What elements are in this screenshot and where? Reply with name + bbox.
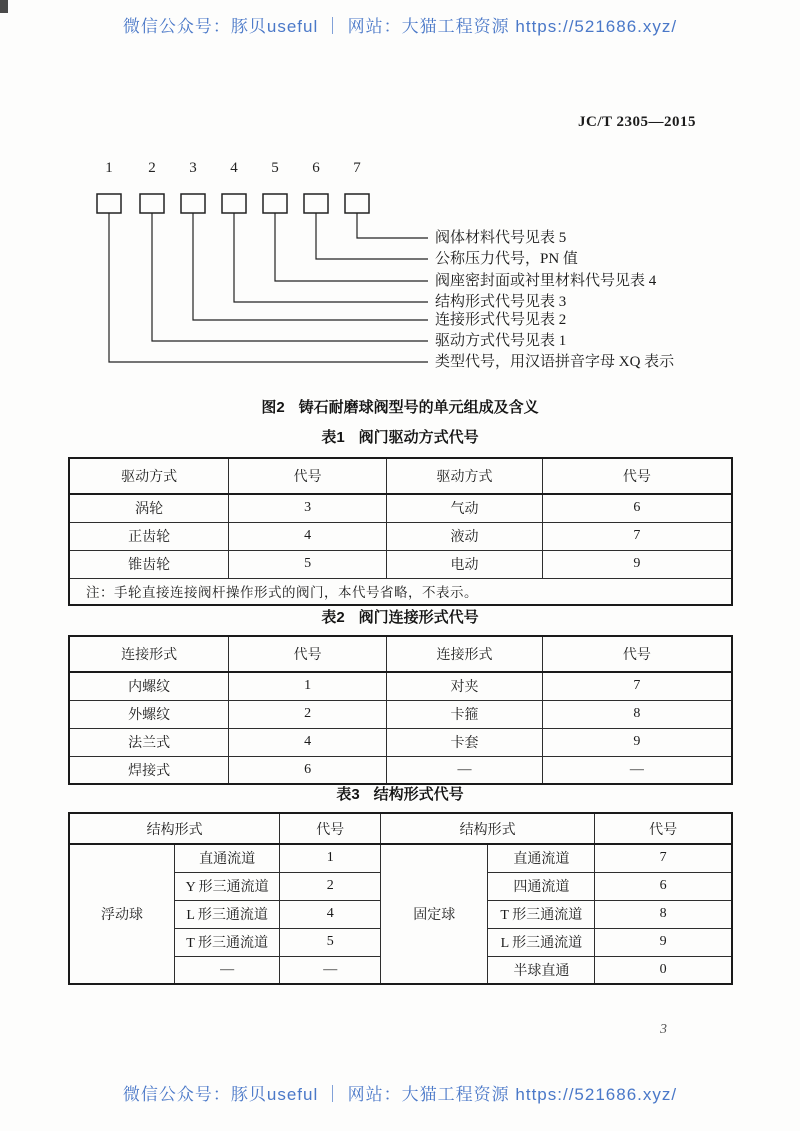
cell: T 形三通流道	[488, 900, 595, 928]
table-header-row	[69, 813, 732, 844]
code-number-4: 4	[230, 160, 238, 176]
group-cell-fixed-ball: 固定球	[381, 844, 488, 984]
cell: 直通流道	[174, 844, 279, 872]
connector-line-7	[357, 213, 428, 238]
code-number-5: 5	[271, 160, 279, 176]
group-cell-floating-ball: 浮动球	[69, 844, 174, 984]
cell: 电动	[387, 550, 543, 578]
cell: Y 形三通流道	[174, 872, 279, 900]
table3-structure-codes	[68, 812, 733, 985]
cell: 4	[229, 728, 387, 756]
col-header: 代号	[280, 813, 381, 844]
cell: 半球直通	[488, 956, 595, 984]
cell: 6	[542, 494, 732, 522]
code-number-2: 2	[148, 160, 156, 176]
connector-line-5	[275, 213, 428, 281]
col-header: 代号	[229, 636, 387, 672]
table-header-row	[69, 458, 732, 494]
cell: —	[542, 756, 732, 784]
table-row	[69, 700, 732, 728]
cell: 3	[229, 494, 387, 522]
model-code-diagram	[0, 0, 800, 390]
cell: 9	[542, 728, 732, 756]
code-label-4: 结构形式代号见表 3	[435, 294, 567, 310]
cell: 4	[280, 900, 381, 928]
col-header: 代号	[595, 813, 732, 844]
figure-caption	[0, 396, 800, 417]
code-box-5	[263, 194, 287, 213]
cell: 锥齿轮	[69, 550, 229, 578]
code-box-3	[181, 194, 205, 213]
code-box-7	[345, 194, 369, 213]
table2-caption-label: 表2	[321, 609, 345, 626]
cell: 7	[542, 522, 732, 550]
cell: 外螺纹	[69, 700, 229, 728]
table-note: 注：手轮直接连接阀杆操作形式的阀门，本代号省略，不表示。	[69, 578, 732, 605]
cell: 涡轮	[69, 494, 229, 522]
cell: —	[387, 756, 543, 784]
watermark-bottom: 微信公众号：豚贝useful ｜ 网站：大猫工程资源 https://521686.xyz/	[122, 1085, 678, 1104]
table2-connection-codes	[68, 635, 733, 785]
cell: 6	[595, 872, 732, 900]
table-row	[69, 672, 732, 700]
col-header: 驱动方式	[69, 458, 229, 494]
cell: 2	[229, 700, 387, 728]
cell: 1	[280, 844, 381, 872]
col-header: 连接形式	[387, 636, 543, 672]
cell: 内螺纹	[69, 672, 229, 700]
table-note-row	[69, 578, 732, 605]
cell: 正齿轮	[69, 522, 229, 550]
col-header: 代号	[542, 458, 732, 494]
code-label-1: 类型代号，用汉语拼音字母 XQ 表示	[435, 354, 675, 370]
cell: L 形三通流道	[174, 900, 279, 928]
col-header: 连接形式	[69, 636, 229, 672]
cell: 7	[595, 844, 732, 872]
cell: 卡套	[387, 728, 543, 756]
cell: 直通流道	[488, 844, 595, 872]
code-box-4	[222, 194, 246, 213]
cell: 8	[542, 700, 732, 728]
cell: 6	[229, 756, 387, 784]
table-row	[69, 844, 732, 872]
table-row	[69, 494, 732, 522]
col-header: 结构形式	[69, 813, 280, 844]
col-header: 驱动方式	[387, 458, 543, 494]
code-number-6: 6	[312, 160, 320, 176]
code-label-2: 驱动方式代号见表 1	[435, 333, 567, 349]
watermark-top: 微信公众号：豚贝useful ｜ 网站：大猫工程资源 https://521686.xyz/	[122, 17, 678, 36]
cell: 4	[229, 522, 387, 550]
col-header: 代号	[542, 636, 732, 672]
table2-caption	[0, 606, 800, 627]
table-row	[69, 756, 732, 784]
cell: T 形三通流道	[174, 928, 279, 956]
code-box-1	[97, 194, 121, 213]
cell: 卡箍	[387, 700, 543, 728]
cell: 8	[595, 900, 732, 928]
table3-caption	[0, 783, 800, 804]
cell: 5	[280, 928, 381, 956]
cell: 对夹	[387, 672, 543, 700]
table1-caption-label: 表1	[321, 429, 345, 446]
code-number-7: 7	[353, 160, 361, 176]
cell: —	[174, 956, 279, 984]
cell: 7	[542, 672, 732, 700]
connector-line-4	[234, 213, 428, 302]
code-number-1: 1	[105, 160, 113, 176]
cell: 法兰式	[69, 728, 229, 756]
cell: —	[280, 956, 381, 984]
connector-line-1	[109, 213, 428, 362]
cell: L 形三通流道	[488, 928, 595, 956]
table1-caption-title: 阀门驱动方式代号	[358, 429, 479, 446]
table3-caption-label: 表3	[336, 786, 360, 803]
code-label-3: 连接形式代号见表 2	[435, 312, 567, 328]
standard-number: JC/T 2305—2015	[578, 114, 696, 130]
table3-caption-title: 结构形式代号	[373, 786, 464, 803]
table-row	[69, 522, 732, 550]
figure-caption-label: 图2	[261, 399, 285, 416]
cell: 2	[280, 872, 381, 900]
diagram-lines	[0, 0, 800, 390]
figure-caption-title: 铸石耐磨球阀型号的单元组成及含义	[298, 399, 539, 416]
cell: 气动	[387, 494, 543, 522]
cell: 液动	[387, 522, 543, 550]
cell: 焊接式	[69, 756, 229, 784]
code-label-7: 阀体材料代号见表 5	[435, 230, 567, 246]
code-box-2	[140, 194, 164, 213]
page-number: 3	[660, 1022, 667, 1037]
cell: 9	[595, 928, 732, 956]
cell: 5	[229, 550, 387, 578]
code-number-3: 3	[189, 160, 197, 176]
cell: 0	[595, 956, 732, 984]
code-label-5: 阀座密封面或衬里材料代号见表 4	[435, 273, 657, 289]
code-box-6	[304, 194, 328, 213]
table-row	[69, 728, 732, 756]
cell: 四通流道	[488, 872, 595, 900]
table-row	[69, 550, 732, 578]
table1-caption	[0, 426, 800, 447]
cell: 1	[229, 672, 387, 700]
table-header-row	[69, 636, 732, 672]
cell: 9	[542, 550, 732, 578]
code-label-6: 公称压力代号，PN 值	[435, 251, 578, 267]
connector-line-6	[316, 213, 428, 259]
col-header: 结构形式	[381, 813, 595, 844]
table2-caption-title: 阀门连接形式代号	[358, 609, 479, 626]
table1-drive-codes	[68, 457, 733, 606]
connector-line-3	[193, 213, 428, 320]
col-header: 代号	[229, 458, 387, 494]
